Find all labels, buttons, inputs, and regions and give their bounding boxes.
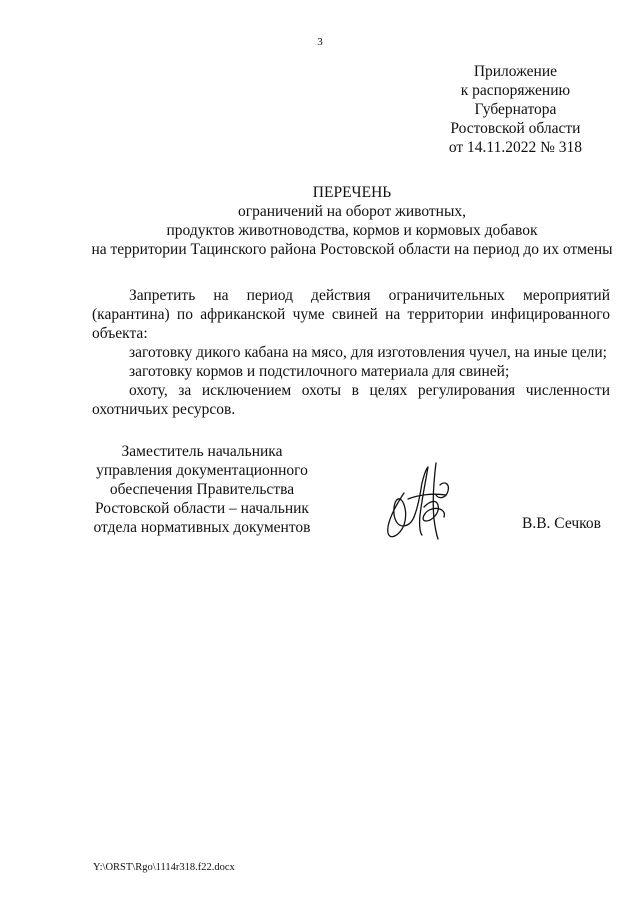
title-line: ограничений на оборот животных, [237,203,466,220]
footer-file-path: Y:\ORST\Rgo\1114r318.f22.docx [93,862,235,873]
position-line: Ростовской области – начальник [95,500,309,517]
title-line: на территории Тацинского района Ростовской области на период до их отмены [91,241,613,258]
position-line: Заместитель начальника [121,443,283,460]
restriction-item: заготовку дикого кабана на мясо, для изготовления чучел, на иные цели; [129,344,607,361]
restriction-item: охоту, за исключением охоты в целях регулирования численности охотничьих ресурсов. [92,382,610,418]
handwritten-signature [374,455,474,545]
appendix-line: Приложение [473,63,558,80]
appendix-date-number: от 14.11.2022 № 318 [448,139,582,156]
position-line: отдела нормативных документов [93,519,311,536]
page-number: 3 [317,36,323,48]
position-line: управления документационного [96,462,308,479]
intro-paragraph: Запретить на период действия ограничительных мероприятий (карантина) по африканской чуме свиней на территории инфицированного объекта: [92,287,610,342]
body-text [92,286,610,419]
restriction-item: заготовку кормов и подстилочного материала для свиней; [129,363,510,380]
signatory-name: В.В. Сечков [522,515,601,532]
title-heading: ПЕРЕЧЕНЬ [312,184,392,201]
appendix-block [449,62,582,157]
appendix-line: Губернатора [474,101,557,118]
appendix-line: к распоряжению [460,82,571,99]
document-title [0,183,640,259]
position-line: обеспечения Правительства [109,481,295,498]
signatory-position [90,442,314,537]
title-line: продуктов животноводства, кормов и кормовых добавок [166,222,538,239]
appendix-line: Ростовской области [450,120,581,137]
